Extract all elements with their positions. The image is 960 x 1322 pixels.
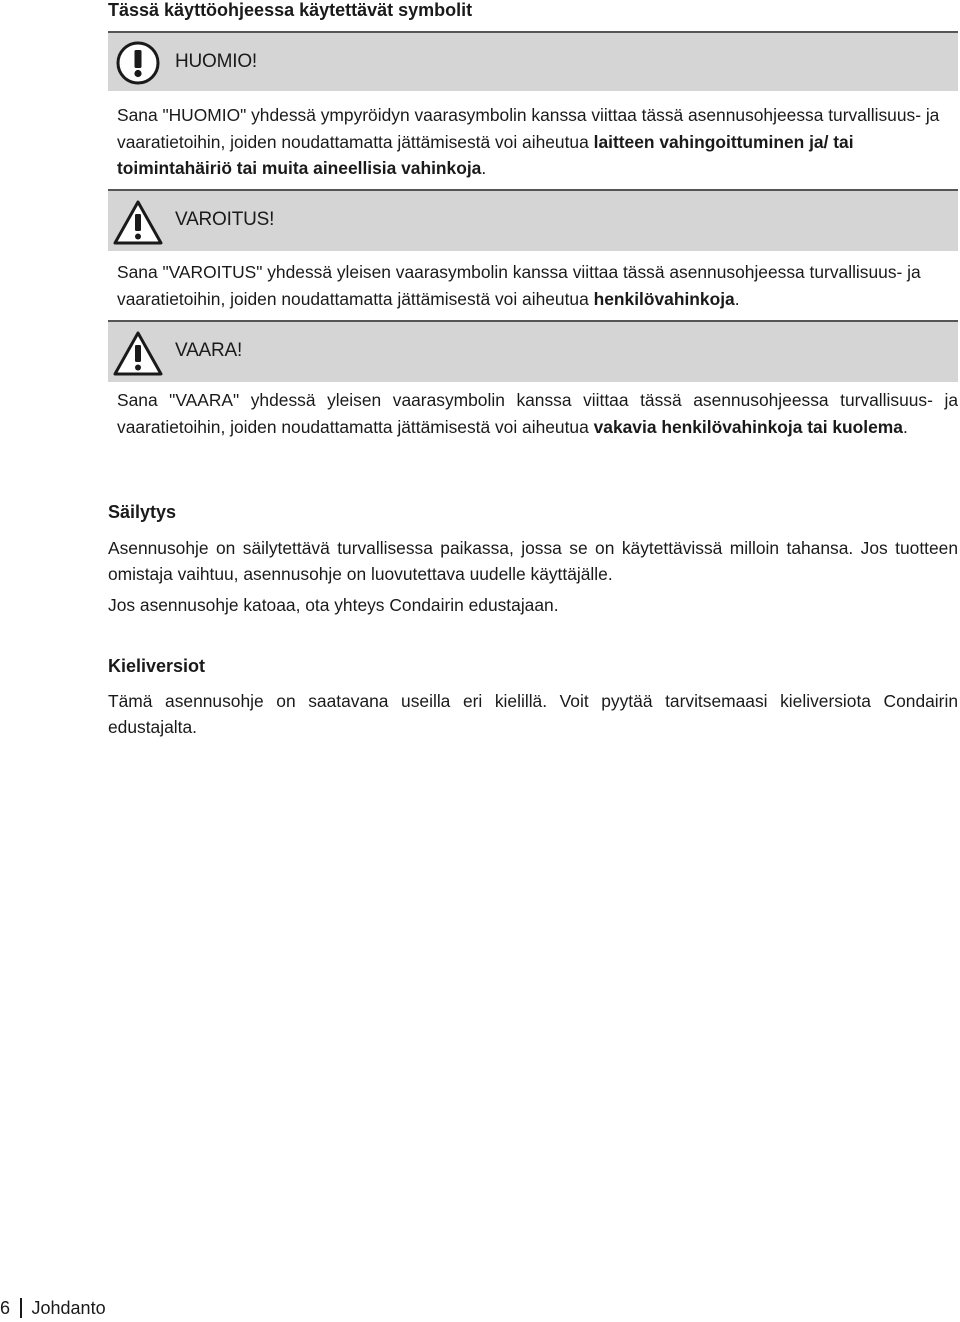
languages-heading: Kieliversiot (108, 656, 206, 676)
notice-varoitus-text: Sana "VAROITUS" yhdessä yleisen vaarasymbolin kanssa viittaa tässä asennusohjeessa turvallisuus- ja vaaratietoihin, joiden noudattamatta jättämisestä voi aiheutua henkilövahinkoja. (117, 262, 921, 309)
languages-paragraph: Tämä asennusohje on saatavana useilla eri kielillä. Voit pyytää tarvitsemaasi kieliversiota Condairin edustajalta. (108, 691, 958, 737)
storage-heading: Säilytys (108, 502, 177, 522)
notice-vaara (108, 320, 958, 457)
warning-triangle-icon (112, 199, 164, 245)
notice-varoitus (108, 189, 958, 329)
notice-huomio-bar (108, 31, 958, 91)
page-number: 6 (0, 1298, 11, 1318)
warning-triangle-icon (112, 330, 164, 376)
storage-paragraph-1: Asennusohje on säilytettävä turvallisessa paikassa, jossa se on käytettävissä milloin tahansa. Jos tuotteen omistaja vaihtuu, asennusohje on luovutettava uudelle käyttäjälle. (108, 538, 958, 584)
footer-separator (20, 1298, 22, 1318)
notice-huomio (108, 31, 958, 199)
symbols-heading: Tässä käyttöohjeessa käytettävät symbolit (108, 0, 473, 20)
notice-vaara-label: VAARA! (175, 340, 243, 361)
footer-section-name: Johdanto (31, 1298, 106, 1318)
storage-paragraph-2: Jos asennusohje katoaa, ota yhteys Condairin edustajaan. (108, 595, 559, 615)
page-footer (0, 1298, 106, 1319)
notice-huomio-text: Sana "HUOMIO" yhdessä ympyröidyn vaarasymbolin kanssa viittaa tässä asennusohjeessa turvallisuus- ja vaaratietoihin, joiden noudattamatta jättämisestä voi aiheutua laitteen vahingoittuminen ja/ tai toimintahäiriö tai muita aineellisia vahinkoja. (117, 105, 940, 178)
notice-vaara-text: Sana "VAARA" yhdessä yleisen vaarasymbolin kanssa viittaa tässä asennusohjeessa turvallisuus- ja vaaratietoihin, joiden noudattamatta jättämisestä voi aiheutua vakavia henkilövahinkoja tai kuolema. (117, 390, 958, 437)
notice-huomio-label: HUOMIO! (175, 51, 257, 72)
exclamation-circle-icon (112, 40, 164, 86)
notice-varoitus-label: VAROITUS! (175, 209, 275, 230)
notice-varoitus-bar (108, 189, 958, 251)
notice-vaara-bar (108, 320, 958, 382)
